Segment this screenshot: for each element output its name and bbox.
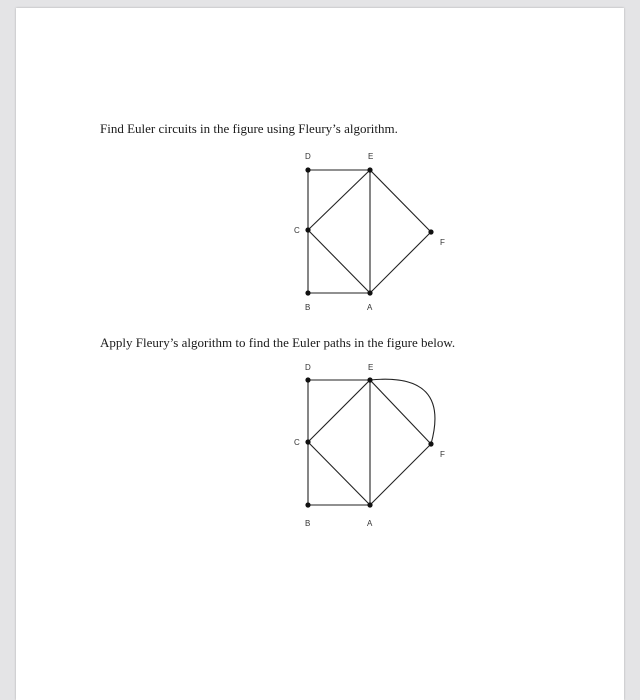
vertex-a (367, 502, 372, 507)
question-1-text: Find Euler circuits in the figure using Fleury’s algorithm. (100, 121, 398, 136)
edge-e-f (370, 170, 431, 232)
edge-c-a (308, 230, 370, 293)
edge-c-a (308, 442, 370, 505)
edge-e-f-curved (370, 379, 435, 444)
label-a: A (367, 303, 373, 312)
label-f: F (440, 450, 445, 459)
label-a: A (367, 519, 373, 528)
edge-e-f-straight (370, 380, 431, 444)
vertex-c (305, 439, 310, 444)
vertex-d (305, 167, 310, 172)
edge-f-a (370, 444, 431, 505)
graph-figure-1 (286, 148, 456, 318)
edge-c-e (308, 170, 370, 230)
label-c: C (294, 438, 300, 447)
vertex-f (428, 441, 433, 446)
label-f: F (440, 238, 445, 247)
label-d: D (305, 152, 311, 161)
vertex-b (305, 290, 310, 295)
document-page (16, 8, 624, 700)
vertex-c (305, 227, 310, 232)
label-e: E (368, 363, 374, 372)
vertex-e (367, 377, 372, 382)
graph-figure-2 (286, 360, 456, 535)
edge-f-a (370, 232, 431, 293)
vertex-d (305, 377, 310, 382)
vertex-e (367, 167, 372, 172)
label-b: B (305, 303, 311, 312)
vertex-b (305, 502, 310, 507)
label-e: E (368, 152, 374, 161)
question-2-text: Apply Fleury’s algorithm to find the Euler paths in the figure below. (100, 335, 456, 350)
vertex-f (428, 229, 433, 234)
label-b: B (305, 519, 311, 528)
label-d: D (305, 363, 311, 372)
vertex-a (367, 290, 372, 295)
edge-c-e (308, 380, 370, 442)
label-c: C (294, 226, 300, 235)
